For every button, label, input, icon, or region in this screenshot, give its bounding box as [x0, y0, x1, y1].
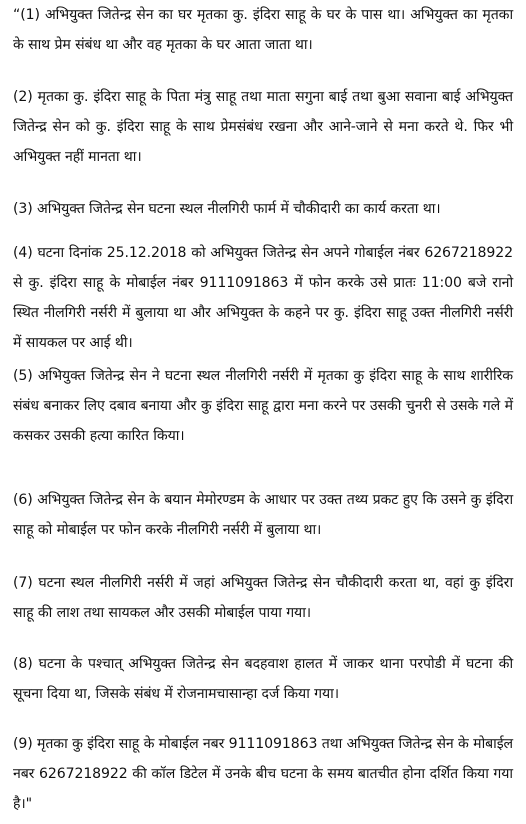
paragraph-2: (2) मृतका कु. इंदिरा साहू के पिता मंत्रु साहू तथा माता सगुना बाई तथा बुआ सवाना बाई अभियुक्त जितेन्द्र सेन को कु. इंदिरा साहू के साथ प्रेमसंबंध रखना और आने-जाने से मना करते थे. फिर भी अभियुक्त नहीं मानता था।	[13, 89, 513, 165]
paragraph-5: (5) अभियुक्त जितेन्द्र सेन ने घटना स्थल नीलगिरी नर्सरी में मृतका कु इंदिरा साहू के साथ शारीरिक संबंध बनाकर लिए दबाव बनाया और कु इंदिरा साहू द्वारा मना करने पर उसकी चुनरी से उसके गले में कसकर उसकी हत्या कारित किया।	[13, 368, 513, 444]
paragraph-1: “(1) अभियुक्त जितेन्द्र सेन का घर मृतका कु. इंदिरा साहू के घर के पास था। अभियुक्त का मृतका के साथ प्रेम संबंध था और वह मृतका के घर आता जाता था।	[13, 7, 513, 53]
paragraph-4: (4) घटना दिनांक 25.12.2018 को अभियुक्त जितेन्द्र सेन अपने गोबाईल नंबर 6267218922 से कु. इंदिरा साहू के मोबाईल नंबर 9111091863 में फोन करके उसे प्रातः 11:00 बजे रानो स्थित नीलगिरी नर्सरी में बुलाया था और अभियुक्त के कहने पर कु. इंदिरा साहू उक्त नीलगिरी नर्सरी में सायकल पर आई थी।	[13, 245, 513, 351]
paragraph-6: (6) अभियुक्त जितेन्द्र सेन के बयान मेमोरण्डम के आधार पर उक्त तथ्य प्रकट हुए कि उसने कु इंदिरा साहू को मोबाईल पर फोन करके नीलगिरी नर्सरी में बुलाया था।	[13, 492, 513, 538]
paragraph-3: (3) अभियुक्त जितेन्द्र सेन घटना स्थल नीलगिरी फार्म में चौकीदारी का कार्य करता था।	[13, 201, 441, 217]
paragraph-8: (8) घटना के पश्चात् अभियुक्त जितेन्द्र सेन बदहवाश हालत में जाकर थाना परपोडी में घटना की सूचना दिया था, जिसके संबंध में रोजनामचासान्हा दर्ज किया गया।	[13, 656, 513, 702]
paragraph-7: (7) घटना स्थल नीलगिरी नर्सरी में जहां अभियुक्त जितेन्द्र सेन चौकीदारी करता था, वहां कु इंदिरा साहू की लाश तथा सायकल और उसकी मोबाईल पाया गया।	[13, 575, 513, 621]
paragraph-9: (9) मृतका कु इंदिरा साहू के मोबाईल नबर 9111091863 तथा अभियुक्त जितेन्द्र सेन के मोबाईल नबर 6267218922 की कॉल डिटेल में उनके बीच घटना के समय बातचीत होना दर्शित किया गया है।"	[13, 736, 513, 812]
